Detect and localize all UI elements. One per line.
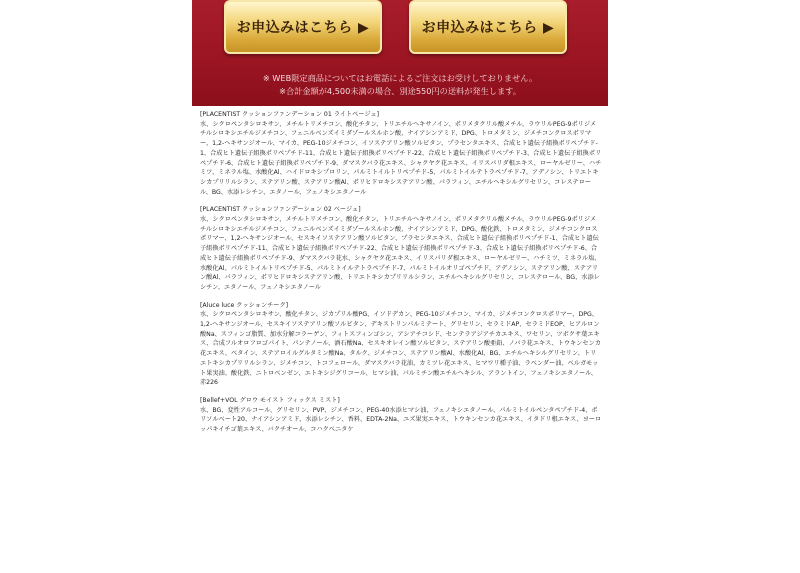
ingredient-section — [200, 396, 602, 435]
ingredient-section-body: 水、シクロペンタシロキサン、メチルトリメチコン、酸化チタン、トリエチルヘキサノイン、ポリメタクリル酸メチル、ラウリルPEG-9ポリジメチルシロキシエチルジメチコン、フェニルベンズイミダゾールスルホン酸、ナイアシンアミド、DPG、酸化鉄、トロメタミン、ジメチコンクロスポリマー、1,2-ヘキサンジオール、セスキイソステアリン酸ソルビタン、プラセンタエキス、合成ヒト遺伝子組換ポリペプチド-1、合成ヒト遺伝子組換ポリペプチド-11、合成ヒト遺伝子組換ポリペプチド-22、合成ヒト遺伝子組換ポリペプチド-3、合成ヒト遺伝子組換ポリペプチド-6、合成ヒト遺伝子組換ポリペプチド-9、ダマスクバラ花水、シャクヤク花エキス、イリスパリダ根エキス、ローヤルゼリー、ハチミツ、ミネラル塩、水酸化Al、パルミトイルトリペプチド-5、パルミトイルテトラペプチド-7、パルミトイルオリゴペプチド、アデノシン、ステアリン酸、ステアリン酸Al、パラフィン、ポリヒドロキシステアリン酸、トリエトキシカプリリルシラン、エチルヘキシルグリセリン、コレステロール、BG、水添レシチン、エタノール、フェノキシエタノール — [200, 216, 601, 291]
ingredient-section — [200, 110, 602, 197]
ingredient-section-title: [Bellef+VOL グロウ モイスト フィックス ミスト] — [200, 396, 340, 404]
ingredient-section-body: 水、シクロペンタシロキサン、メチルトリメチコン、酸化チタン、トリエチルヘキサノイン、ポリメタクリル酸メチル、ラウリルPEG-9ポリジメチルシロキシエチルジメチコン、フェニルベンズイミダゾールスルホン酸、ナイアシンアミド、DPG、トロメタミン、ジメチコンクロスポリマー、1,2-ヘキサンジオール、マイカ、PEG-10ジメチコン、イソステアリン酸ソルビタン、プラセンタエキス、合成ヒト遺伝子組換ポリペプチド-1、合成ヒト遺伝子組換ポリペプチド-11、合成ヒト遺伝子組換ポリペプチド-22、合成ヒト遺伝子組換ポリペプチド-3、合成ヒト遺伝子組換ポリペプチド-6、合成ヒト遺伝子組換ポリペプチド-9、ダマスクバラ花エキス、シャクヤク花エキス、イリスパリダ根エキス、ローヤルゼリー、ハチミツ、ミネラル塩、水酸化Al、ハイドロキシプロリン、パルミトイルトリペプチド-5、パルミトイルテトラペプチド-7、アデノシン、トリエトキシカプリリルシラン、ステアリン酸、ステアリン酸Al、ポリヒドロキシステアリン酸、パラフィン、エチルヘキシルグリセリン、コレステロール、BG、水添レシチン、エタノール、フェノキシエタノール — [200, 120, 602, 196]
product-detail-column — [192, 0, 608, 573]
shipping-fee-note: ※合計金額が4,500未満の場合、別途550円の送料が発生します。 — [279, 86, 521, 96]
ingredient-section-body: 水、BG、変性アルコール、グリセリン、PVP、ジメチコン、PEG-40水添ヒマシ油、フェノキシエタノール、パルミトイルペンタペプチド-4、ポリソルベート20、ナイアシンアミド、水添レシチン、香料、EDTA-2Na、ユズ果実エキス、トウキンセンカ花エキス、イタドリ根エキス、ヨーロッパキイチゴ葉エキス、バクチオール、コハクベニタケ — [200, 406, 602, 434]
apply-button-1[interactable]: お申込みはこちら ▶ — [224, 0, 382, 54]
ingredient-section — [200, 301, 602, 388]
apply-button-2[interactable]: お申込みはこちら ▶ — [409, 0, 567, 54]
ingredient-section-title: [PLACENTIST クッションファンデーション 01 ライトベージュ] — [200, 111, 380, 118]
web-only-note: ※ WEB限定商品についてはお電話によるご注文はお受けしておりません。 — [262, 73, 538, 83]
ingredient-section-title: [Aluce luce クッションチーク] — [200, 301, 289, 309]
order-notes — [192, 72, 608, 98]
order-banner — [192, 0, 608, 106]
ingredient-section-body: 水、シクロペンタシロキサン、酸化チタン、ジカプリル酸PG、イソドデカン、PEG-10ジメチコン、マイカ、ジメチコンクロスポリマー、DPG、1,2-ヘキサンジオール、セスキイソステアリン酸ソルビタン、デキストリンパルミテート、グリセリン、セラミドAP、セラミドEOP、ヒアルロン酸Na、スフィンゴ脂質、加水分解コラーゲン、フィトスフィンゴシン、アシアチコシド、センテラアジアチカエキス、ワセリン、ツボクサ葉エキス、合成フルオロフロゴパイト、パンテノール、酒石酸Na、セスキオレイン酸ソルビタン、ステアリン酸亜鉛、ノバラ花エキス、トウキンセンカ花エキス、ベタイン、ステアロイルグルタミン酸Na、タルク、ジメチコン、ステアリン酸Al、水酸化Al、BG、エチルヘキシルグリセリン、トリエトキシカプリリルシラン、ジメチコン、トコフェロール、ダマスクバラ花油、カミツレ花エキス、ヒマワリ種子油、ラベンダー油、ベルガモット果実油、酸化鉄、ニトロベンゼン、エトキシジグリコール、ヒマシ油、パルミチン酸エチルヘキシル、アラントイン、フェノキシエタノール、赤226 — [200, 311, 601, 387]
ingredient-list — [200, 110, 602, 443]
ingredient-section — [200, 205, 602, 292]
ingredient-section-title: [PLACENTIST クッションファンデーション 02 ベージュ] — [200, 206, 361, 214]
